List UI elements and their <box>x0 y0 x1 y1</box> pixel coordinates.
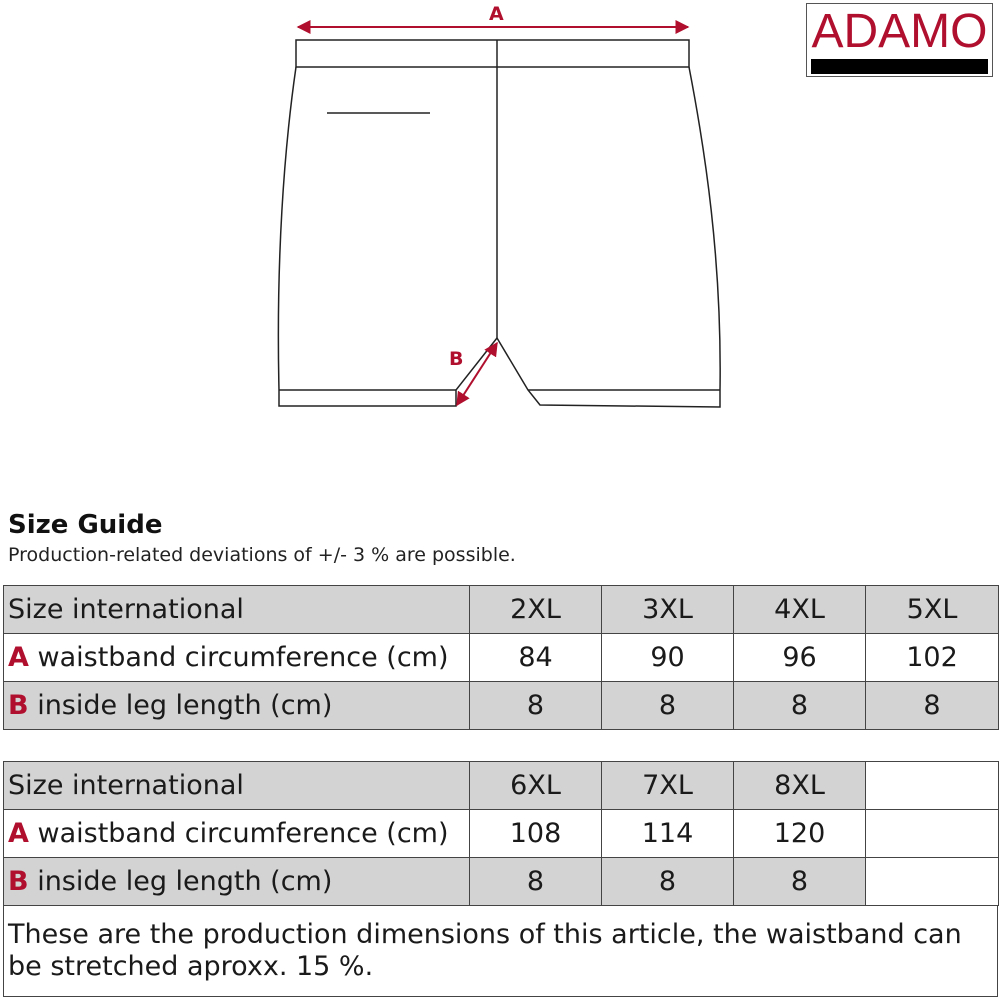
row-label <box>4 810 470 858</box>
table-cell: 90 <box>602 634 734 682</box>
left-leg-outline <box>278 67 497 406</box>
row-label <box>4 858 470 906</box>
table-cell: 8 <box>734 682 866 730</box>
size-header: 2XL <box>470 586 602 634</box>
size-header: 4XL <box>734 586 866 634</box>
page-title: Size Guide <box>8 510 163 540</box>
table-cell: 84 <box>470 634 602 682</box>
size-header: 6XL <box>470 762 602 810</box>
table-header-row <box>4 586 999 634</box>
table-cell: 96 <box>734 634 866 682</box>
dimension-b-label: B <box>449 348 464 370</box>
size-header <box>866 762 999 810</box>
header-label: Size international <box>4 762 470 810</box>
size-table-1 <box>3 585 999 730</box>
row-label-text: inside leg length (cm) <box>37 865 333 897</box>
table-cell: 108 <box>470 810 602 858</box>
size-header: 5XL <box>866 586 999 634</box>
table-cell: 8 <box>602 858 734 906</box>
dimension-letter: A <box>8 817 29 849</box>
size-table-2 <box>3 761 999 906</box>
table-row-waistband <box>4 634 999 682</box>
row-label <box>4 634 470 682</box>
shorts-outline <box>278 40 720 407</box>
table-cell: 8 <box>470 682 602 730</box>
table-row-inside-leg <box>4 682 999 730</box>
stretch-note: These are the production dimensions of this article, the waistband can be stretched aproxx. 15 %. <box>3 905 998 997</box>
header-label: Size international <box>4 586 470 634</box>
right-leg-outline <box>497 67 720 407</box>
table-cell: 8 <box>866 682 999 730</box>
dimension-letter: A <box>8 641 29 673</box>
table-cell: 114 <box>602 810 734 858</box>
size-header: 8XL <box>734 762 866 810</box>
dimension-letter: B <box>8 689 29 721</box>
dimension-letter: B <box>8 865 29 897</box>
logo-bar <box>811 59 988 74</box>
row-label-text: waistband circumference (cm) <box>37 817 449 849</box>
size-header: 3XL <box>602 586 734 634</box>
table-cell <box>866 858 999 906</box>
dimension-a-label: A <box>489 3 504 25</box>
waistband <box>296 40 689 67</box>
table-cell: 102 <box>866 634 999 682</box>
row-label-text: inside leg length (cm) <box>37 689 333 721</box>
table-row-waistband <box>4 810 999 858</box>
table-cell: 8 <box>734 858 866 906</box>
table-row-inside-leg <box>4 858 999 906</box>
logo-text: ADAMO <box>811 5 988 58</box>
table-cell: 8 <box>602 682 734 730</box>
row-label <box>4 682 470 730</box>
table-cell <box>866 810 999 858</box>
table-cell: 120 <box>734 810 866 858</box>
brand-logo <box>806 3 993 77</box>
table-header-row <box>4 762 999 810</box>
size-header: 7XL <box>602 762 734 810</box>
row-label-text: waistband circumference (cm) <box>37 641 449 673</box>
table-cell: 8 <box>470 858 602 906</box>
page-subtitle: Production-related deviations of +/- 3 % are possible. <box>8 544 516 566</box>
